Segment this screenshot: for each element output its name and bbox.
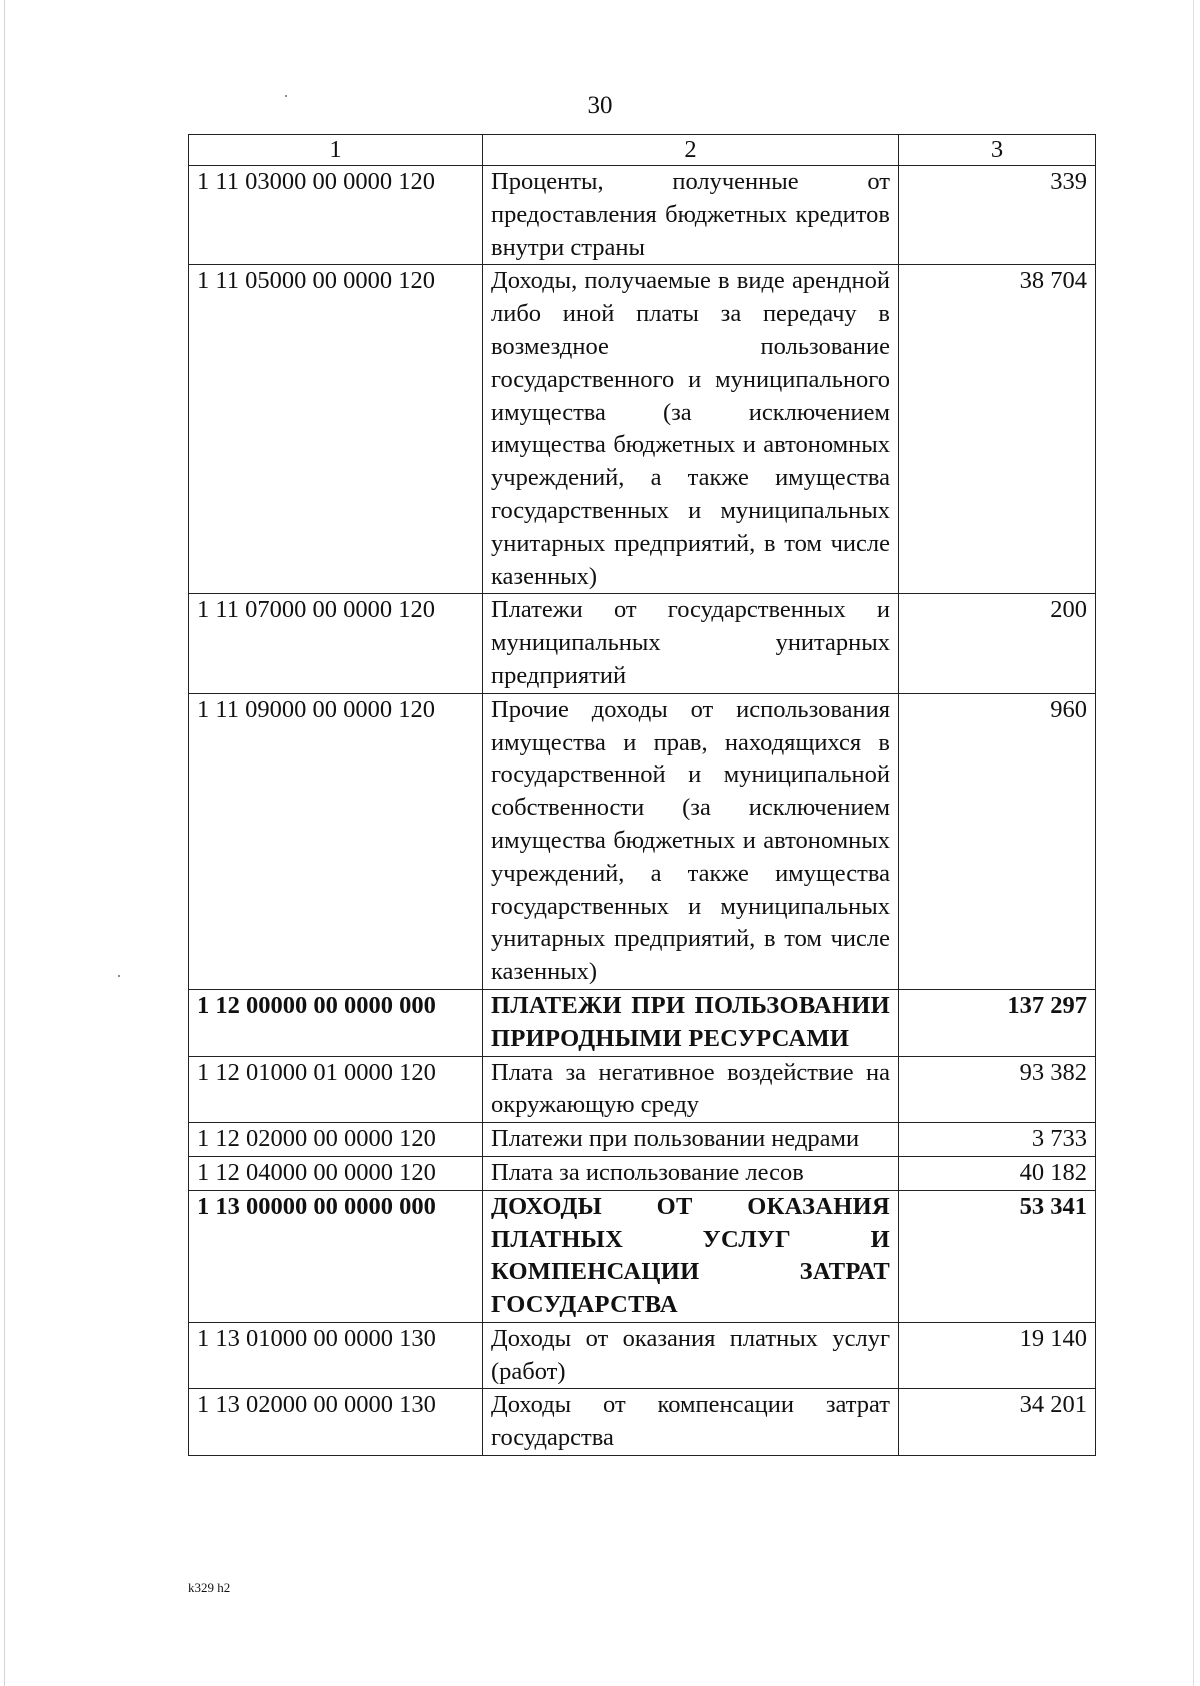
scan-edge-right <box>1193 0 1194 1686</box>
budget-code-cell: 1 11 03000 00 0000 120 <box>189 166 483 265</box>
table-body <box>189 166 1096 1456</box>
table-row <box>189 1389 1096 1456</box>
table-row <box>189 693 1096 989</box>
table-row <box>189 594 1096 693</box>
amount-cell: 93 382 <box>899 1056 1096 1123</box>
budget-code-cell: 1 12 00000 00 0000 000 <box>189 989 483 1056</box>
table-row <box>189 1156 1096 1190</box>
budget-code-cell: 1 13 01000 00 0000 130 <box>189 1322 483 1389</box>
budget-code-cell: 1 13 02000 00 0000 130 <box>189 1389 483 1456</box>
description-cell: Доходы от компенсации затрат государства <box>483 1389 899 1456</box>
footer-document-code: k329 h2 <box>188 1580 231 1595</box>
amount-cell: 960 <box>899 693 1096 989</box>
table-row <box>189 989 1096 1056</box>
amount-cell: 339 <box>899 166 1096 265</box>
description-cell: Доходы от оказания платных услуг (работ) <box>483 1322 899 1389</box>
amount-cell: 200 <box>899 594 1096 693</box>
revenue-table <box>188 134 1096 1456</box>
budget-code-cell: 1 12 02000 00 0000 120 <box>189 1123 483 1157</box>
table-header-row <box>189 135 1096 166</box>
table-row <box>189 1056 1096 1123</box>
scan-edge-left <box>4 0 5 1686</box>
column-header-code: 1 <box>189 135 483 166</box>
amount-cell: 53 341 <box>899 1190 1096 1322</box>
amount-cell: 137 297 <box>899 989 1096 1056</box>
table-row <box>189 265 1096 594</box>
budget-code-cell: 1 12 01000 01 0000 120 <box>189 1056 483 1123</box>
description-cell: Прочие доходы от использования имущества и прав, находящихся в государственной и муниципальной собственности (за исключением имущества бюджетных и автономных учреждений, а также имущества государственных и муниципальных унитарных предприятий, в том числе казенных) <box>483 693 899 989</box>
scan-speck <box>118 975 120 977</box>
description-cell: Плата за использование лесов <box>483 1156 899 1190</box>
description-cell: Проценты, полученные от предоставления бюджетных кредитов внутри страны <box>483 166 899 265</box>
description-cell: Плата за негативное воздействие на окружающую среду <box>483 1056 899 1123</box>
budget-code-cell: 1 11 05000 00 0000 120 <box>189 265 483 594</box>
table-row <box>189 1190 1096 1322</box>
budget-code-cell: 1 11 07000 00 0000 120 <box>189 594 483 693</box>
description-cell: Доходы, получаемые в виде арендной либо иной платы за передачу в возмездное пользование государственного и муниципального имущества (за исключением имущества бюджетных и автономных учреждений, а также имущества государственных и муниципальных унитарных предприятий, в том числе казенных) <box>483 265 899 594</box>
column-header-description: 2 <box>483 135 899 166</box>
budget-code-cell: 1 13 00000 00 0000 000 <box>189 1190 483 1322</box>
description-cell: Платежи при пользовании недрами <box>483 1123 899 1157</box>
amount-cell: 34 201 <box>899 1389 1096 1456</box>
table-row <box>189 1123 1096 1157</box>
amount-cell: 19 140 <box>899 1322 1096 1389</box>
budget-code-cell: 1 11 09000 00 0000 120 <box>189 693 483 989</box>
amount-cell: 38 704 <box>899 265 1096 594</box>
description-cell: Платежи от государственных и муниципальных унитарных предприятий <box>483 594 899 693</box>
budget-code-cell: 1 12 04000 00 0000 120 <box>189 1156 483 1190</box>
amount-cell: 40 182 <box>899 1156 1096 1190</box>
column-header-amount: 3 <box>899 135 1096 166</box>
amount-cell: 3 733 <box>899 1123 1096 1157</box>
table-row <box>189 1322 1096 1389</box>
description-cell: ДОХОДЫ ОТ ОКАЗАНИЯ ПЛАТНЫХ УСЛУГ И КОМПЕНСАЦИИ ЗАТРАТ ГОСУДАРСТВА <box>483 1190 899 1322</box>
table-row <box>189 166 1096 265</box>
page-number: 30 <box>587 92 613 119</box>
description-cell: ПЛАТЕЖИ ПРИ ПОЛЬЗОВАНИИ ПРИРОДНЫМИ РЕСУРСАМИ <box>483 989 899 1056</box>
